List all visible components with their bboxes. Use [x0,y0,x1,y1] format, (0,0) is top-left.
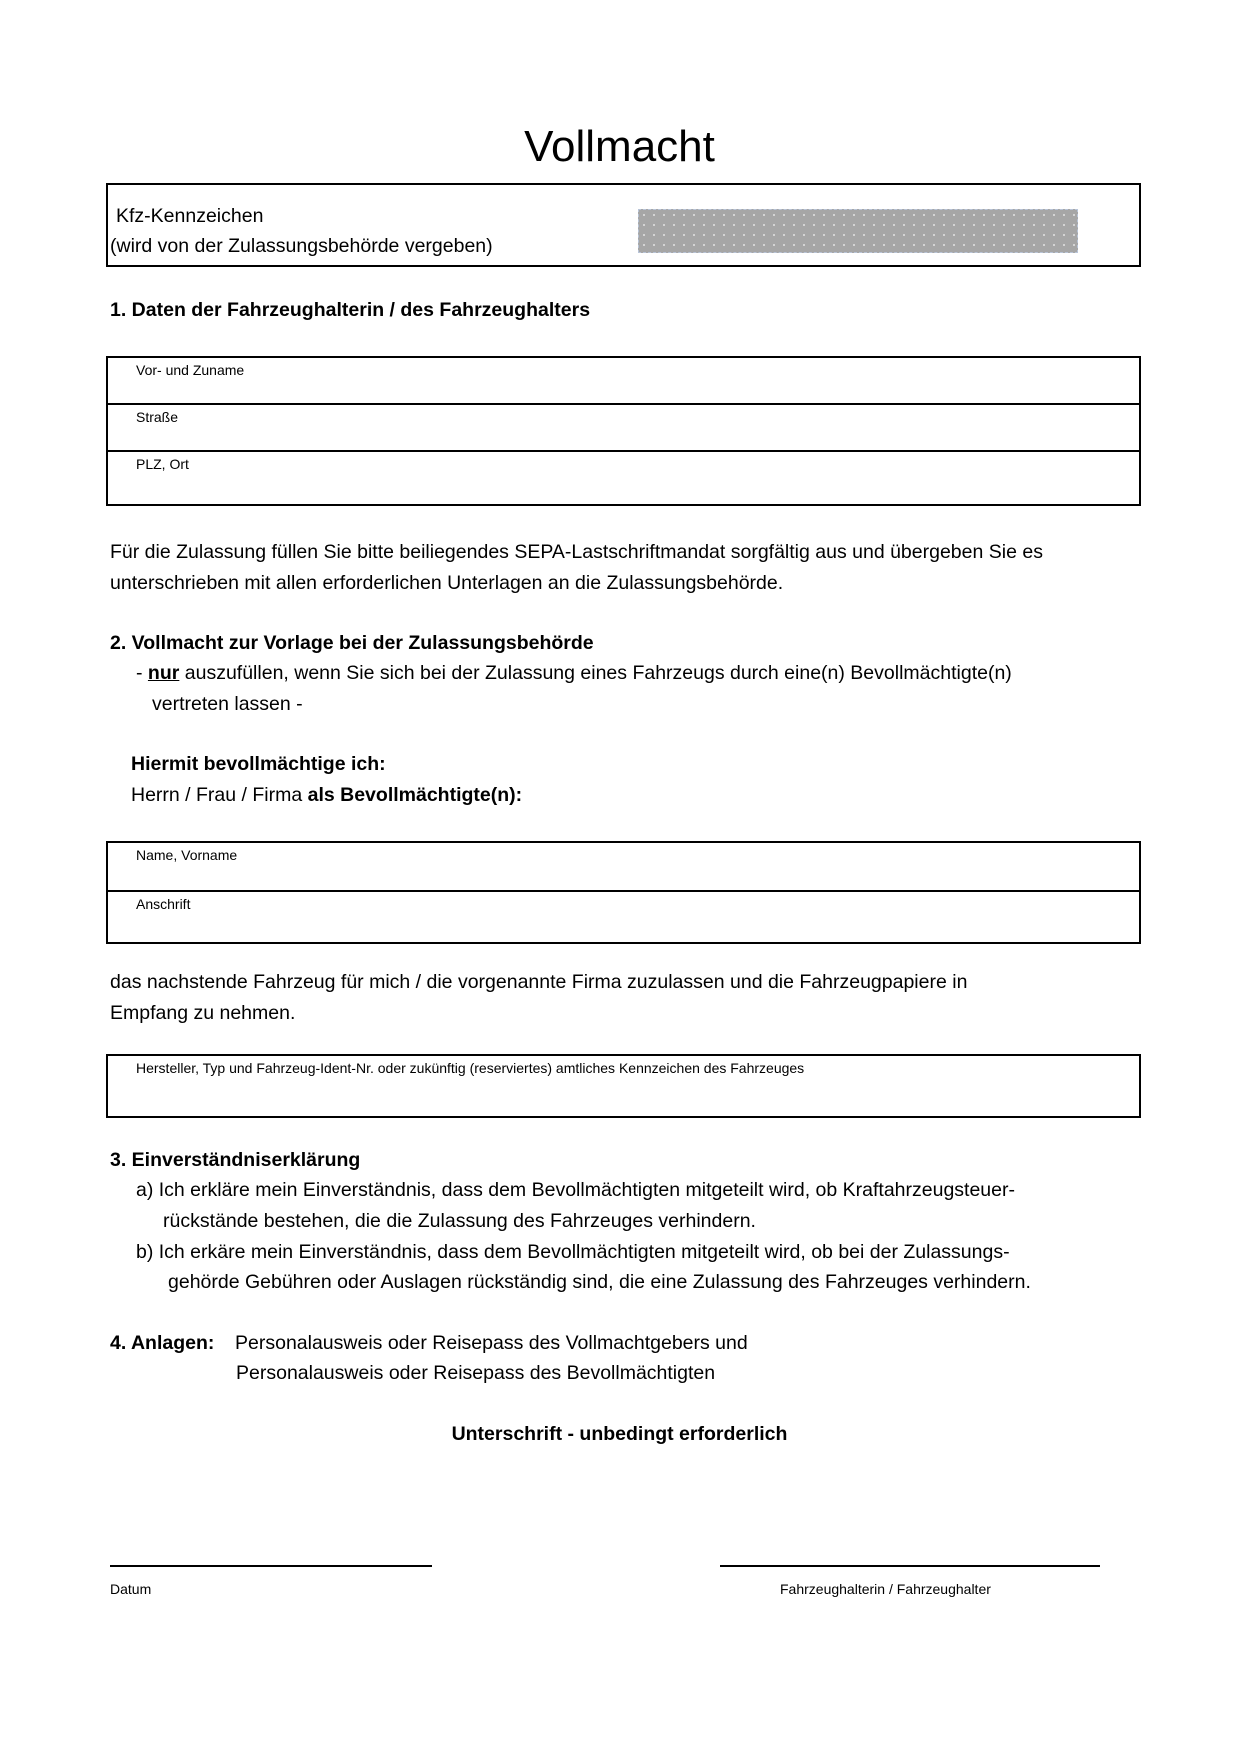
note-emphasis: nur [147,662,180,684]
license-plate-field[interactable] [638,209,1078,253]
consent-a-line2: rückstände bestehen, die die Zulassung des Fahrzeuges verhindern. [163,1210,756,1232]
page-title: Vollmacht [524,122,715,171]
section2-note-line2: vertreten lassen - [152,693,303,715]
purpose-line2: Empfang zu nehmen. [110,1002,296,1024]
section1-heading: 1. Daten der Fahrzeughalterin / des Fahrzeughalters [110,299,591,321]
field-street[interactable] [108,405,1139,452]
vehicle-field-label: Hersteller, Typ und Fahrzeug-Ident-Nr. oder zukünftig (reserviertes) amtliches Kennzeichen des Fahrzeuges [136,1060,805,1076]
agent-data-box [106,841,1141,944]
attachments-line1: Personalausweis oder Reisepass des Vollmachtgebers und [235,1332,748,1354]
holder-label: Fahrzeughalterin / Fahrzeughalter [780,1581,991,1597]
field-agent-name[interactable] [108,843,1139,892]
herrn-plain: Herrn / Frau / Firma [131,784,308,806]
field-agent-name-label: Name, Vorname [136,847,238,863]
consent-a-line1: a) Ich erkläre mein Einverständnis, dass dem Bevollmächtigten mitgeteilt wird, ob Kraftahrzeugsteuer- [136,1179,1015,1201]
field-name-label: Vor- und Zuname [136,362,245,378]
herrn-text [131,784,522,807]
field-zip-city-label: PLZ, Ort [136,456,189,472]
sepa-note-line1: Für die Zulassung füllen Sie bitte beiliegendes SEPA-Lastschriftmandat sorgfältig aus und übergeben Sie es [110,541,1043,563]
hiermit-text: Hiermit bevollmächtige ich: [131,753,386,775]
note-rest: auszufüllen, wenn Sie sich bei der Zulassung eines Fahrzeugs durch eine(n) Bevollmächtigte(n) [179,662,1012,684]
sepa-note-line2: unterschrieben mit allen erforderlichen Unterlagen an die Zulassungsbehörde. [110,572,784,594]
section2-heading: 2. Vollmacht zur Vorlage bei der Zulassungsbehörde [110,632,594,654]
section2-note [136,662,1012,685]
purpose-line1: das nachstende Fahrzeug für mich / die vorgenannte Firma zuzulassen und die Fahrzeugpapiere in [110,971,968,993]
date-signature-line[interactable] [110,1565,432,1567]
vehicle-data-box[interactable] [106,1054,1141,1118]
attachments-line2: Personalausweis oder Reisepass des Bevollmächtigten [236,1362,716,1384]
holder-data-box [106,356,1141,506]
date-label: Datum [110,1581,152,1597]
field-agent-address[interactable] [108,892,1139,942]
section4-heading: 4. Anlagen: [110,1332,215,1354]
plate-label: Kfz-Kennzeichen [116,205,264,227]
note-dash: - [136,662,148,684]
field-name[interactable] [108,358,1139,405]
field-agent-address-label: Anschrift [136,896,191,912]
section3-heading: 3. Einverständniserklärung [110,1149,361,1171]
consent-b-line1: b) Ich erkäre mein Einverständnis, dass dem Bevollmächtigten mitgeteilt wird, ob bei der Zulassungs- [136,1241,1010,1263]
plate-sublabel: (wird von der Zulassungsbehörde vergeben) [110,235,493,257]
field-street-label: Straße [136,409,179,425]
signature-heading: Unterschrift - unbedingt erforderlich [451,1423,788,1445]
consent-b-line2: gehörde Gebühren oder Auslagen rückständig sind, die eine Zulassung des Fahrzeuges verhindern. [168,1271,1031,1293]
herrn-bold: als Bevollmächtigte(n): [307,784,523,806]
holder-signature-line[interactable] [720,1565,1100,1567]
license-plate-box [106,183,1141,267]
field-zip-city[interactable] [108,452,1139,504]
